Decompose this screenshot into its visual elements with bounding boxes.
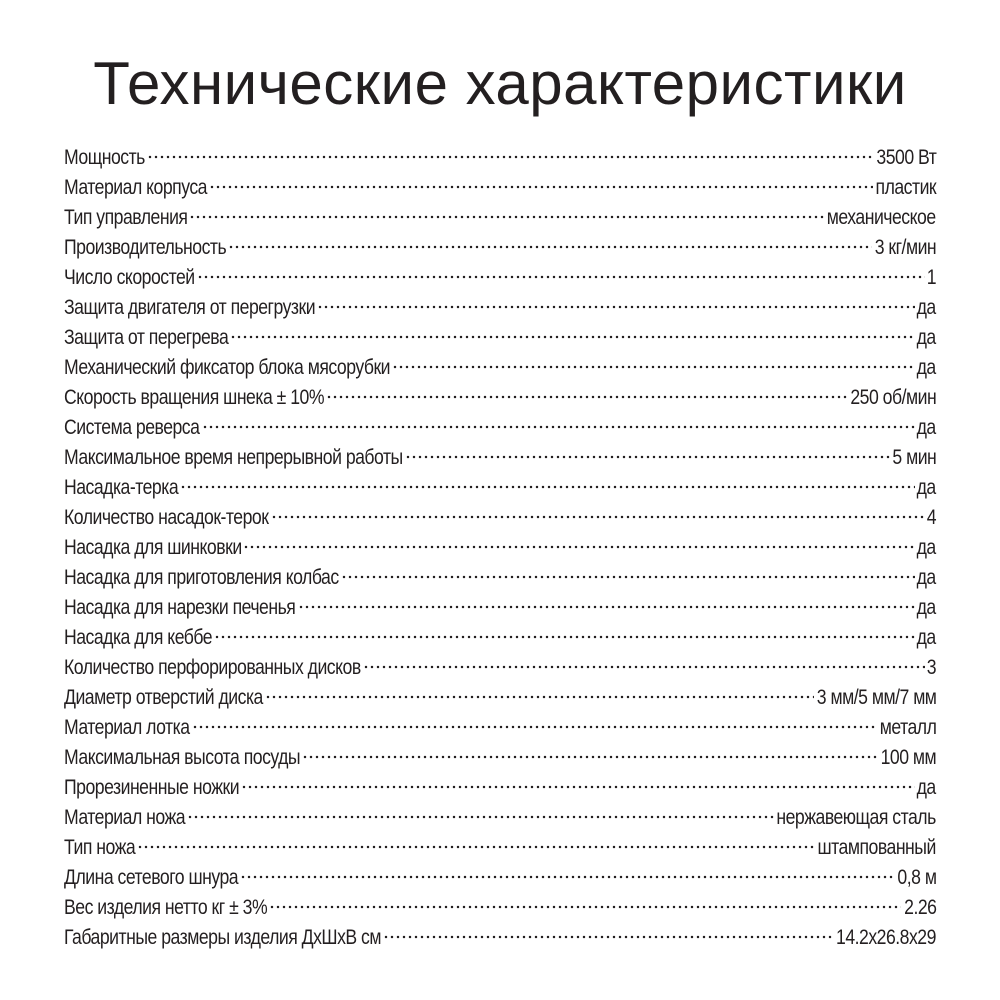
spec-value: 3500 Вт (876, 146, 936, 169)
spec-row (64, 383, 936, 413)
spec-row (64, 353, 936, 383)
spec-label: Скорость вращения шнека ± 10% (64, 386, 325, 409)
spec-value: механическое (827, 206, 936, 229)
dot-leader (241, 785, 915, 789)
spec-row (64, 143, 936, 173)
spec-value: пластик (875, 176, 936, 199)
spec-list (64, 143, 936, 953)
spec-value: 3 (926, 656, 936, 679)
dot-leader (147, 155, 874, 159)
spec-value: да (916, 626, 936, 649)
spec-value: да (916, 776, 936, 799)
dot-leader (298, 605, 915, 609)
spec-label: Насадка-терка (64, 476, 179, 499)
dot-leader (363, 665, 925, 669)
spec-label: Насадка для нарезки печенья (64, 596, 296, 619)
spec-label: Вес изделия нетто кг ± 3% (64, 896, 268, 919)
spec-label: Длина сетевого шнура (64, 866, 239, 889)
spec-value: да (916, 536, 936, 559)
spec-value: 3 кг/мин (874, 236, 936, 259)
dot-leader (269, 905, 901, 909)
spec-label: Насадка для шинковки (64, 536, 242, 559)
spec-value: да (916, 326, 936, 349)
dot-leader (189, 215, 825, 219)
spec-value: 4 (926, 506, 936, 529)
spec-value: 1 (926, 266, 936, 289)
spec-label: Насадка для кеббе (64, 626, 213, 649)
dot-leader (214, 635, 915, 639)
spec-row (64, 443, 936, 473)
spec-row (64, 863, 936, 893)
spec-label: Материал лотка (64, 716, 190, 739)
spec-label: Габаритные размеры изделия ДхШхВ см (64, 926, 381, 949)
spec-row (64, 713, 936, 743)
spec-row (64, 233, 936, 263)
spec-row (64, 173, 936, 203)
dot-leader (209, 185, 873, 189)
spec-label: Максимальная высота посуды (64, 746, 301, 769)
spec-label: Тип ножа (64, 836, 136, 859)
spec-row (64, 203, 936, 233)
spec-row (64, 293, 936, 323)
spec-label: Диаметр отверстий диска (64, 686, 263, 709)
spec-value: металл (879, 716, 936, 739)
spec-row (64, 833, 936, 863)
page-title: Технические характеристики (93, 50, 907, 117)
spec-value: да (916, 296, 936, 319)
dot-leader (240, 875, 894, 879)
dot-leader (137, 845, 816, 849)
spec-value: да (916, 596, 936, 619)
spec-row (64, 503, 936, 533)
dot-leader (197, 275, 924, 279)
spec-row (64, 533, 936, 563)
spec-row (64, 413, 936, 443)
spec-value: да (916, 476, 936, 499)
dot-leader (230, 335, 915, 339)
spec-label: Количество насадок-терок (64, 506, 269, 529)
spec-row (64, 803, 936, 833)
spec-value: 100 мм (880, 746, 936, 769)
spec-label: Производительность (64, 236, 227, 259)
spec-label: Прорезиненные ножки (64, 776, 240, 799)
spec-label: Материал ножа (64, 806, 186, 829)
dot-leader (302, 755, 878, 759)
spec-row (64, 623, 936, 653)
dot-leader (271, 515, 925, 519)
spec-label: Насадка для приготовления колбас (64, 566, 339, 589)
dot-leader (383, 935, 834, 939)
spec-row (64, 593, 936, 623)
spec-value: 2.26 (903, 896, 936, 919)
spec-label: Защита двигателя от перегрузки (64, 296, 316, 319)
spec-value: 250 об/мин (850, 386, 936, 409)
spec-row (64, 923, 936, 953)
spec-row (64, 893, 936, 923)
spec-row (64, 773, 936, 803)
spec-value: нержавеющая сталь (776, 806, 936, 829)
dot-leader (392, 365, 915, 369)
dot-leader (405, 455, 890, 459)
spec-row (64, 743, 936, 773)
spec-row (64, 563, 936, 593)
dot-leader (326, 395, 848, 399)
spec-label: Защита от перегрева (64, 326, 229, 349)
spec-label: Система реверса (64, 416, 200, 439)
spec-label: Количество перфорированных дисков (64, 656, 361, 679)
spec-row (64, 473, 936, 503)
spec-row (64, 263, 936, 293)
dot-leader (180, 485, 915, 489)
spec-label: Тип управления (64, 206, 188, 229)
spec-label: Механический фиксатор блока мясорубки (64, 356, 391, 379)
spec-value: штампованный (817, 836, 936, 859)
spec-label: Материал корпуса (64, 176, 207, 199)
spec-label: Мощность (64, 146, 145, 169)
dot-leader (341, 575, 916, 579)
spec-label: Число скоростей (64, 266, 195, 289)
spec-value: 0,8 м (896, 866, 936, 889)
spec-value: да (916, 566, 936, 589)
spec-value: 5 мин (892, 446, 936, 469)
dot-leader (192, 725, 877, 729)
dot-leader (265, 695, 814, 699)
spec-value: да (916, 356, 936, 379)
dot-leader (228, 245, 872, 249)
spec-value: 3 мм/5 мм/7 мм (816, 686, 936, 709)
dot-leader (243, 545, 915, 549)
spec-value: 14.2х26.8х29 (836, 926, 936, 949)
dot-leader (202, 425, 915, 429)
spec-row (64, 683, 936, 713)
dot-leader (317, 305, 915, 309)
spec-row (64, 323, 936, 353)
spec-value: да (916, 416, 936, 439)
spec-label: Максимальное время непрерывной работы (64, 446, 403, 469)
spec-row (64, 653, 936, 683)
dot-leader (187, 815, 775, 819)
